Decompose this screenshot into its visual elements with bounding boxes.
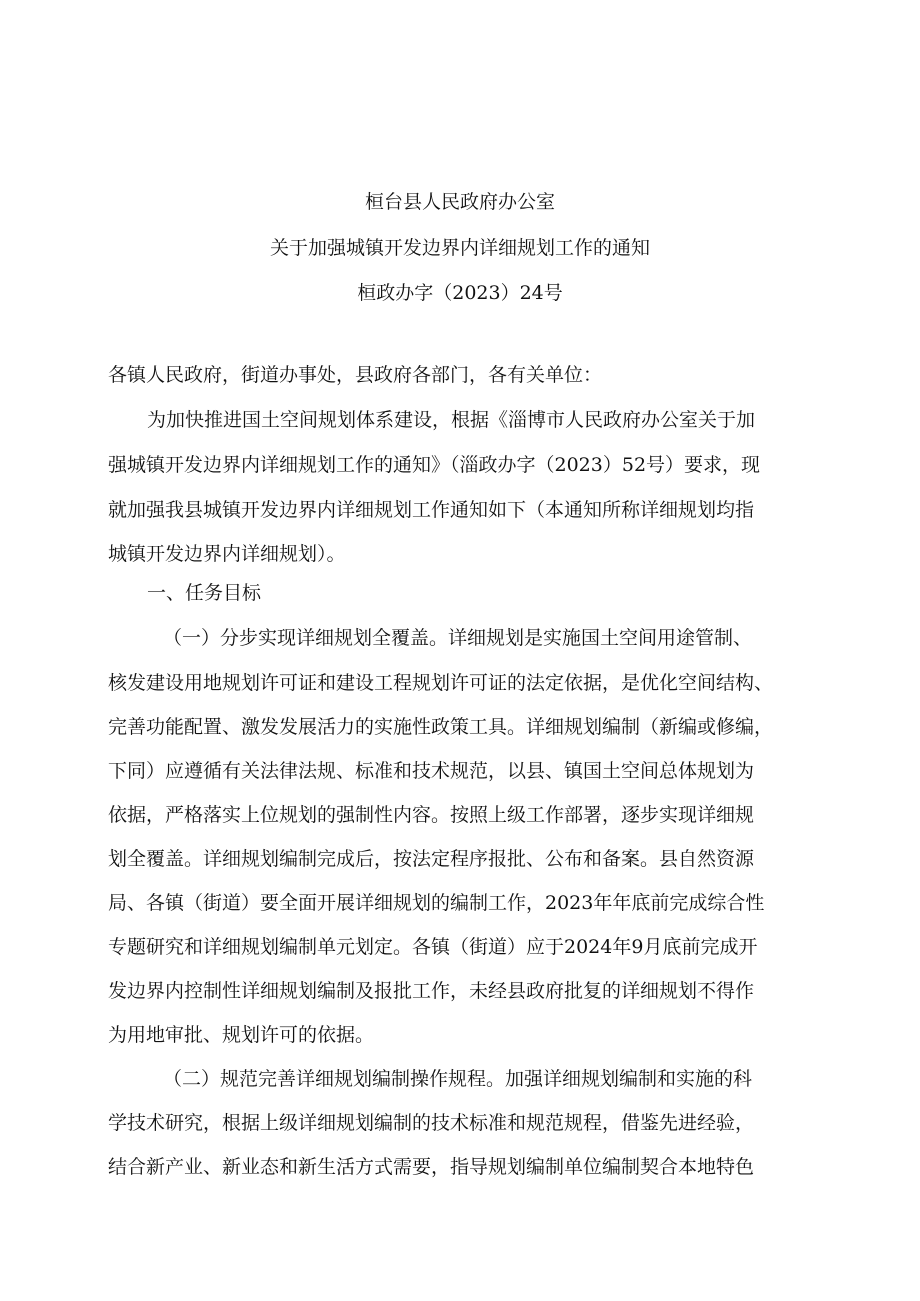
intro-line: 就加强我县城镇开发边界内详细规划工作通知如下（本通知所称详细规划均指 [108,499,755,521]
item-1-line: 下同）应遵循有关法律法规、标准和技术规范，以县、镇国土空间总体规划为 [108,760,755,782]
document-number: 桓政办字（2023）24号 [357,282,563,304]
notice-subject-title: 关于加强城镇开发边界内详细规划工作的通知 [269,237,650,259]
addressee-line: 各镇人民政府，街道办事处，县政府各部门，各有关单位： [108,364,603,386]
intro-line: 城镇开发边界内详细规划）。 [108,543,346,565]
item-1-line: 核发建设用地规划许可证和建设工程规划许可证的法定依据，是优化空间结构、 [108,672,774,694]
item-2-line: 结合新产业、新业态和新生活方式需要，指导规划编制单位编制契合本地特色 [108,1156,755,1178]
section-1-heading: 一、任务目标 [147,582,262,604]
intro-line: 强城镇开发边界内详细规划工作的通知》（淄政办字（2023）52号）要求，现 [108,454,761,476]
item-1-line: 划全覆盖。详细规划编制完成后，按法定程序报批、公布和备案。县自然资源 [108,848,755,870]
item-1-line: 专题研究和详细规划编制单元划定。各镇（街道）应于2024年9月底前完成开 [108,936,758,958]
item-1-line: 发边界内控制性详细规划编制及报批工作，未经县政府批复的详细规划不得作 [108,980,755,1002]
item-1-line: 依据，严格落实上位规划的强制性内容。按照上级工作部署，逐步实现详细规 [108,804,755,826]
intro-line: 为加快推进国土空间规划体系建设，根据《淄博市人民政府办公室关于加 [147,409,756,431]
item-1-line: 局、各镇（街道）要全面开展详细规划的编制工作，2023年年底前完成综合性 [108,892,765,914]
item-1-line: 为用地审批、规划许可的依据。 [108,1024,375,1046]
issuing-office-title: 桓台县人民政府办公室 [364,191,555,213]
item-1-line: 完善功能配置、激发发展活力的实施性政策工具。详细规划编制（新编或修编， [108,716,774,738]
item-1-line: （一）分步实现详细规划全覆盖。详细规划是实施国土空间用途管制、 [163,627,753,649]
item-2-line: （二）规范完善详细规划编制操作规程。加强详细规划编制和实施的科 [163,1068,753,1090]
item-2-line: 学技术研究，根据上级详细规划编制的技术标准和规范规程，借鉴先进经验， [108,1112,755,1134]
